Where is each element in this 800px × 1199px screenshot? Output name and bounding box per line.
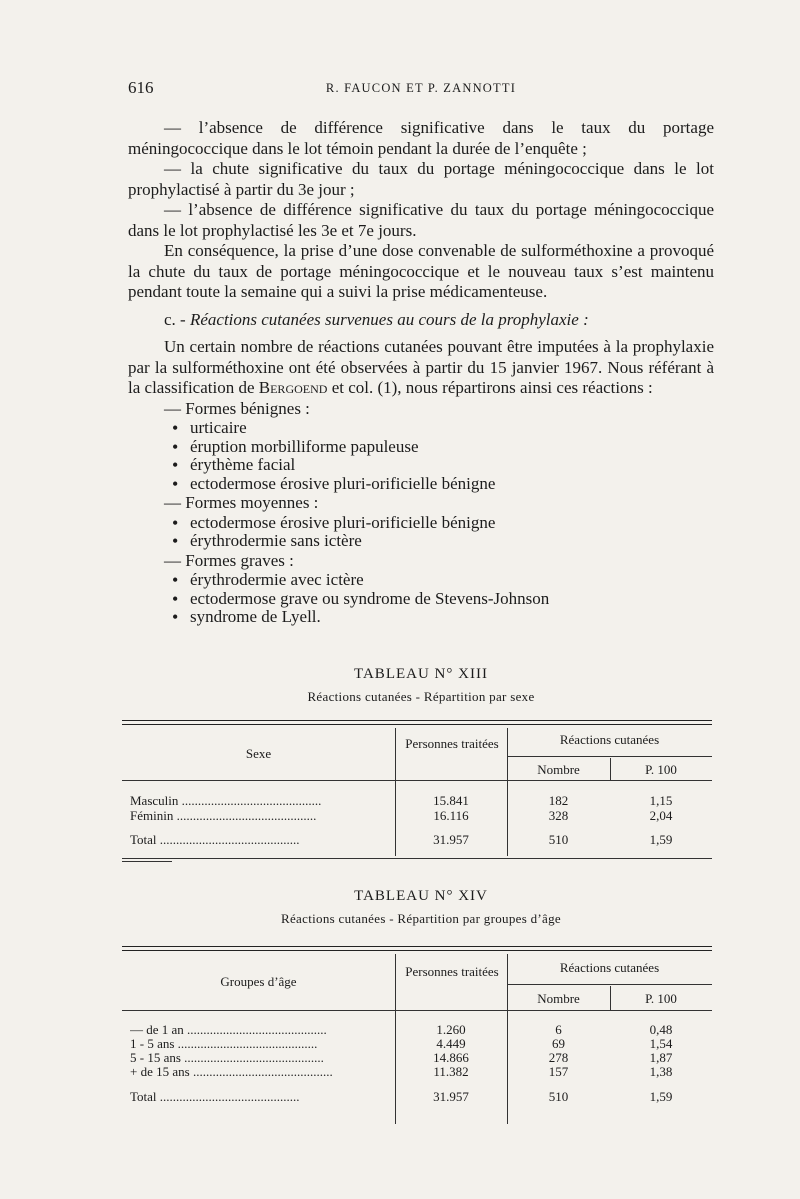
cell-persons: 14.866 [433, 1050, 469, 1065]
cell-number: 69 [552, 1036, 565, 1051]
benign-forms-list [128, 419, 714, 493]
severe-forms-list [128, 571, 714, 627]
benign-forms-title: — Formes bénignes : [164, 398, 310, 418]
table-13: Sexe Personnes traitées Réactions cutanées Nombre P. 100 Masculin ........................................... 15.841 182 1,15 Féminin ........................................... 16.116 328 2,04 Total ........................................... 31.957 510 1,59 [122, 718, 712, 878]
cell-number: 328 [548, 808, 569, 823]
row-label: Féminin [130, 808, 174, 823]
column-header: Sexe [245, 746, 272, 761]
paragraph-5-text: Un certain nombre de réactions cutanées pouvant être imputées à la prophylaxie par la sulforméthoxine ont été observées à partir du 15 janvier 1967. Nous référant à la classification de [128, 337, 714, 397]
column-header: P. 100 [645, 991, 677, 1006]
row-label: 1 - 5 ans [130, 1036, 175, 1051]
list-item: • éruption morbilliforme papuleuse [172, 438, 714, 457]
cell-persons: 11.382 [433, 1064, 469, 1079]
cell-number: 182 [548, 793, 569, 808]
cell-number: 510 [548, 1089, 569, 1104]
severe-forms-title: — Formes graves : [164, 550, 294, 570]
list-item: • érythrodermie avec ictère [172, 571, 714, 590]
cell-number: 278 [548, 1050, 569, 1065]
table-14-title: TABLEAU N° XIV [354, 888, 488, 904]
list-item: • ectodermose grave ou syndrome de Stevens-Johnson [172, 590, 714, 609]
row-label: — de 1 an [130, 1022, 184, 1037]
column-header: P. 100 [645, 762, 677, 777]
cell-percent: 2,04 [649, 808, 673, 823]
section-c-prefix: c. - [164, 309, 186, 329]
page-number: 616 [128, 78, 154, 97]
cell-percent: 1,59 [649, 1089, 673, 1104]
cell-percent: 0,48 [649, 1022, 673, 1037]
paragraph-5 [128, 337, 714, 399]
row-label: Total [130, 832, 157, 847]
row-label: Masculin [130, 793, 179, 808]
cell-number: 510 [548, 832, 569, 847]
cell-number: 6 [555, 1022, 562, 1037]
table-13-title: TABLEAU N° XIII [354, 666, 488, 682]
section-c-heading [164, 310, 714, 331]
forms-list [128, 399, 714, 420]
column-header: Réactions cutanées [559, 960, 660, 975]
row-label: Total [130, 1089, 157, 1104]
cell-persons: 16.116 [433, 808, 469, 823]
cell-percent: 1,15 [649, 793, 673, 808]
list-item: • érythème facial [172, 456, 714, 475]
column-header: Nombre [537, 762, 580, 777]
list-item: • ectodermose érosive pluri-orificielle bénigne [172, 475, 714, 494]
cell-percent: 1,54 [649, 1036, 673, 1051]
table-14: Groupes d’âge Personnes traitées Réactions cutanées Nombre P. 100 — de 1 an ........................................... 1.260 6 0,48 1 - 5 ans ........................................... 4.449 69 1,54 5 - 15 ans ........................................... 14.866 278 1,87 + de 15 ans ........................................... 11.382 157 1,38 Total ........................................... 31.957 510 1,59 [122, 944, 712, 1134]
cell-percent: 1,87 [649, 1050, 673, 1065]
list-item: • urticaire [172, 419, 714, 438]
cell-persons: 31.957 [433, 832, 469, 847]
table-13-subtitle: Réactions cutanées - Répartition par sexe [307, 689, 535, 704]
cell-persons: 15.841 [433, 793, 469, 808]
table-14-subtitle: Réactions cutanées - Répartition par groupes d’âge [281, 911, 561, 926]
table-14-caption [128, 888, 714, 927]
cell-percent: 1,59 [649, 832, 673, 847]
column-header: Personnes traitées [405, 736, 499, 751]
page-header [128, 78, 714, 100]
cell-persons: 1.260 [436, 1022, 466, 1037]
row-label: + de 15 ans [130, 1064, 190, 1079]
running-head: R. FAUCON ET P. ZANNOTTI [325, 81, 517, 95]
column-header: Nombre [537, 991, 580, 1006]
column-header: Personnes traitées [405, 964, 499, 979]
column-header: Réactions cutanées [559, 732, 660, 747]
paragraph-3: — l’absence de différence significative du taux du portage méningococcique dans le lot prophylactisé les 3e et 7e jours. [128, 200, 714, 240]
list-item: • ectodermose érosive pluri-orificielle bénigne [172, 514, 714, 533]
section-c-title: Réactions cutanées survenues au cours de la prophylaxie : [189, 309, 589, 329]
paragraph-5-end: et col. (1), nous répartirons ainsi ces réactions : [331, 378, 653, 397]
cell-persons: 31.957 [433, 1089, 469, 1104]
cell-number: 157 [548, 1064, 569, 1079]
list-item: • syndrome de Lyell. [172, 608, 714, 627]
column-header: Groupes d’âge [220, 974, 297, 989]
row-label: 5 - 15 ans [130, 1050, 181, 1065]
body-text [128, 118, 714, 627]
cell-percent: 1,38 [649, 1064, 673, 1079]
moderate-forms-list [128, 514, 714, 551]
cell-persons: 4.449 [436, 1036, 466, 1051]
paragraph-4: En conséquence, la prise d’une dose convenable de sulforméthoxine a provoqué la chute du taux de portage méningococcique et le nouveau taux s’est maintenu pendant toute la semaine qui a suivi la prise médicamenteuse. [128, 241, 714, 301]
list-item: • érythrodermie sans ictère [172, 532, 714, 551]
paragraph-2: — la chute significative du taux du portage méningococcique dans le lot prophylactisé à partir du 3e jour ; [128, 159, 714, 199]
paragraph-1: — l’absence de différence significative dans le taux du portage méningococcique dans le lot témoin pendant la durée de l’enquête ; [128, 118, 714, 158]
moderate-forms-title: — Formes moyennes : [164, 493, 319, 512]
author-name: Bergoend [258, 378, 328, 397]
table-13-caption [128, 666, 714, 705]
